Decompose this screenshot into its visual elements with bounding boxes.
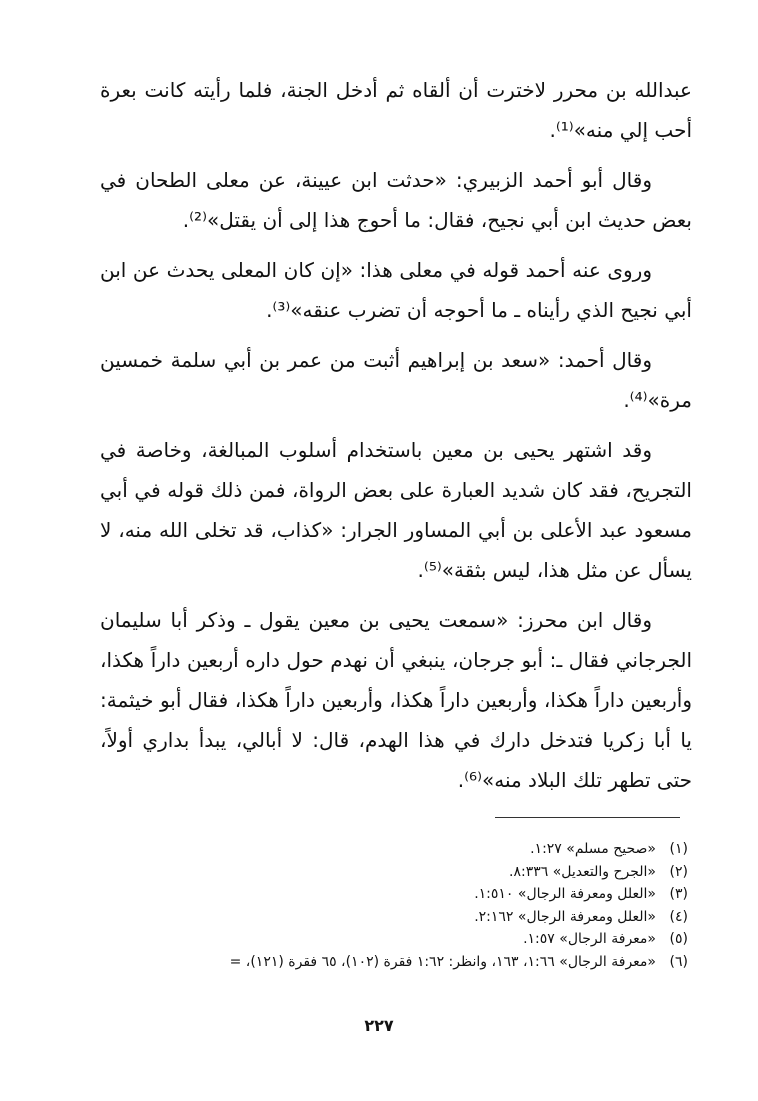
- footnote-separator: [495, 817, 680, 818]
- footnote-number: (٦): [669, 953, 688, 970]
- footnote-text: «العلل ومعرفة الرجال» ٢:١٦٢.: [474, 908, 656, 925]
- footnote-number: (٤): [669, 908, 688, 925]
- footnote-text: «العلل ومعرفة الرجال» ١:٥١٠.: [474, 886, 656, 903]
- footnote-number: (١): [669, 841, 688, 857]
- footnote: [96, 906, 688, 929]
- footnote-number: (٥): [669, 931, 688, 948]
- footnote: [96, 928, 688, 951]
- footnote-number: (٢): [669, 863, 688, 880]
- footnote-text: «معرفة الرجال» ١:٦٦، ١٦٣، وانظر: ١:٦٢ فقرة (١٠٢)، ٦٥ فقرة (١٢١)، =: [229, 953, 656, 970]
- footnote-text: «معرفة الرجال» ١:٥٧.: [523, 931, 656, 948]
- paragraph: وقد اشتهر يحيى بن معين باستخدام أسلوب المبالغة، وخاصة في التجريح، فقد كان شديد العبارة على بعض الرواة، فمن ذلك قوله في أبي مسعود عبد الأعلى بن أبي المساور الجرار: «كذاب، قد تخلى الله منه، لا يسأل عن مثل هذا، ليس بثقة»⁽⁵⁾.: [100, 438, 692, 582]
- paragraph: وقال أحمد: «سعد بن إبراهيم أثبت من عمر بن أبي سلمة خمسين مرة»⁽⁴⁾.: [100, 348, 692, 412]
- footnote-text: «صحيح مسلم» ١:٢٧.: [530, 841, 656, 857]
- footnote-text: «الجرح والتعديل» ٨:٣٣٦.: [509, 863, 656, 880]
- main-text: [100, 70, 692, 810]
- footnote: [96, 838, 688, 861]
- footnote-number: (٣): [669, 886, 688, 903]
- paragraph: وروى عنه أحمد قوله في معلى هذا: «إن كان المعلى يحدث عن ابن أبي نجيح الذي رأيناه ـ ما أحوجه أن تضرب عنقه»⁽³⁾.: [100, 258, 692, 322]
- footnote: [96, 883, 688, 906]
- paragraph: وقال ابن محرز: «سمعت يحيى بن معين يقول ـ وذكر أبا سليمان الجرجاني فقال ـ: أبو جرجان، ينبغي أن نهدم حول داره أربعين داراً هكذا، وأربعين داراً هكذا، وأربعين داراً هكذا، وأربعين داراً هكذا، فقال أبو خيثمة: يا أبا زكريا فتدخل دارك في هذا الهدم، قال: لا أبالي، يبدأ بداري أولاً، حتى تطهر تلك البلاد منه»⁽⁶⁾.: [100, 608, 692, 792]
- footnotes: [96, 838, 688, 974]
- paragraph: وقال أبو أحمد الزبيري: «حدثت ابن عيينة، عن معلى الطحان في بعض حديث ابن أبي نجيح، فقال: ما أحوج هذا إلى أن يقتل»⁽²⁾.: [100, 168, 692, 232]
- footnote: [96, 951, 688, 974]
- page-number: ٢٢٧: [364, 1016, 394, 1035]
- footnote: [96, 861, 688, 884]
- paragraph: عبدالله بن محرر لاخترت أن ألقاه ثم أدخل الجنة، فلما رأيته كانت بعرة أحب إلي منه»⁽¹⁾.: [100, 78, 692, 142]
